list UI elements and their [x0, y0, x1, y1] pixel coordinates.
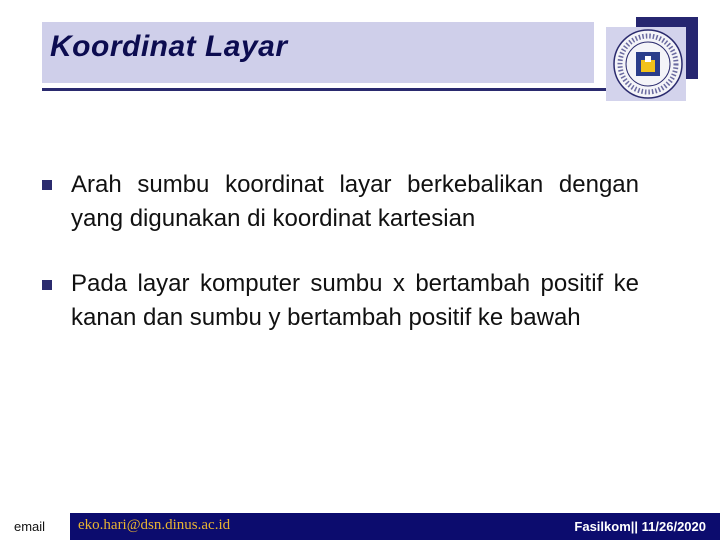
- title-underline: [42, 88, 627, 91]
- bullet-marker: [42, 180, 52, 190]
- bullet-marker: [42, 280, 52, 290]
- bullet-text: Arah sumbu koordinat layar berkebalikan dengan yang digunakan di koordinat kartesian: [71, 171, 639, 232]
- footer-email-label: email: [14, 519, 46, 534]
- slide-title: Koordinat Layar: [50, 30, 288, 63]
- university-seal-icon: [612, 28, 684, 100]
- footer: [0, 513, 720, 540]
- footer-email-link[interactable]: eko.hari@dsn.dinus.ac.id: [78, 517, 231, 533]
- footer-date: Fasilkom|| 11/26/2020: [574, 519, 706, 534]
- bullet-text: Pada layar komputer sumbu x bertambah positif ke kanan dan sumbu y bertambah positif ke bawah: [71, 270, 639, 331]
